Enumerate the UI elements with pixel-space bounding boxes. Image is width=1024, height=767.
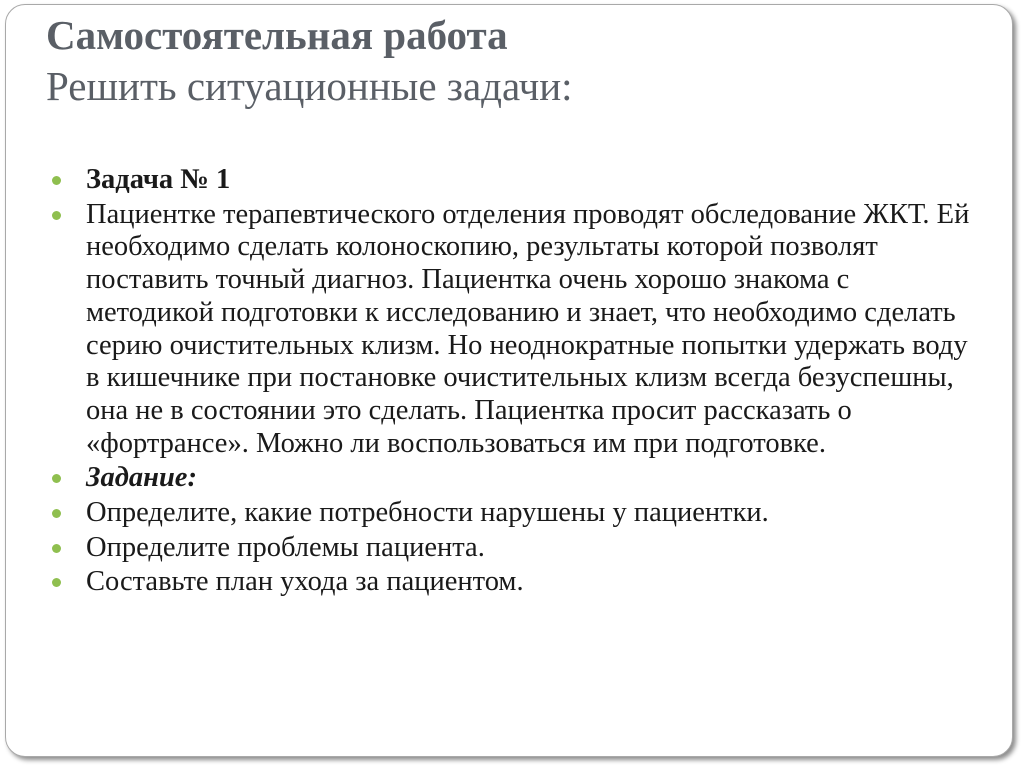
list-item <box>52 532 982 565</box>
bullet-dot-icon <box>52 509 61 518</box>
bullet-list <box>52 164 982 601</box>
bullet-dot-icon <box>52 176 61 185</box>
title-block <box>46 11 986 113</box>
slide-title: Самостоятельная работа <box>46 12 508 58</box>
list-item <box>52 462 982 495</box>
task-description: Пациентке терапевтического отделения проводят обследование ЖКТ. Ей необходимо сделать колоноскопию, результаты которой позволят поставить точный диагноз. Пациентка очень хорошо знакома с методикой подготовки к исследованию и знает, что необходимо сделать серию очистительных клизм. Но неоднократные попытки удержать воду в кишечнике при постановке очистительных клизм всегда безуспешны, она не в состоянии это сделать. Пациентка просит рассказать о «фортрансе». Можно ли воспользоваться им при подготовке. <box>86 198 970 459</box>
list-item <box>52 497 982 530</box>
list-item <box>52 164 982 197</box>
bullet-dot-icon <box>52 211 61 220</box>
assignment-heading: Задание: <box>86 462 197 494</box>
assignment-step: Определите проблемы пациента. <box>86 531 485 563</box>
bullet-dot-icon <box>52 578 61 587</box>
list-item <box>52 199 982 461</box>
assignment-step: Определите, какие потребности нарушены у пациентки. <box>86 497 769 529</box>
list-item <box>52 566 982 599</box>
assignment-step: Составьте план ухода за пациентом. <box>86 566 524 598</box>
task-heading: Задача № 1 <box>86 164 231 195</box>
bullet-dot-icon <box>52 544 61 553</box>
slide-subtitle: Решить ситуационные задачи: <box>46 63 573 109</box>
bullet-dot-icon <box>52 474 61 483</box>
